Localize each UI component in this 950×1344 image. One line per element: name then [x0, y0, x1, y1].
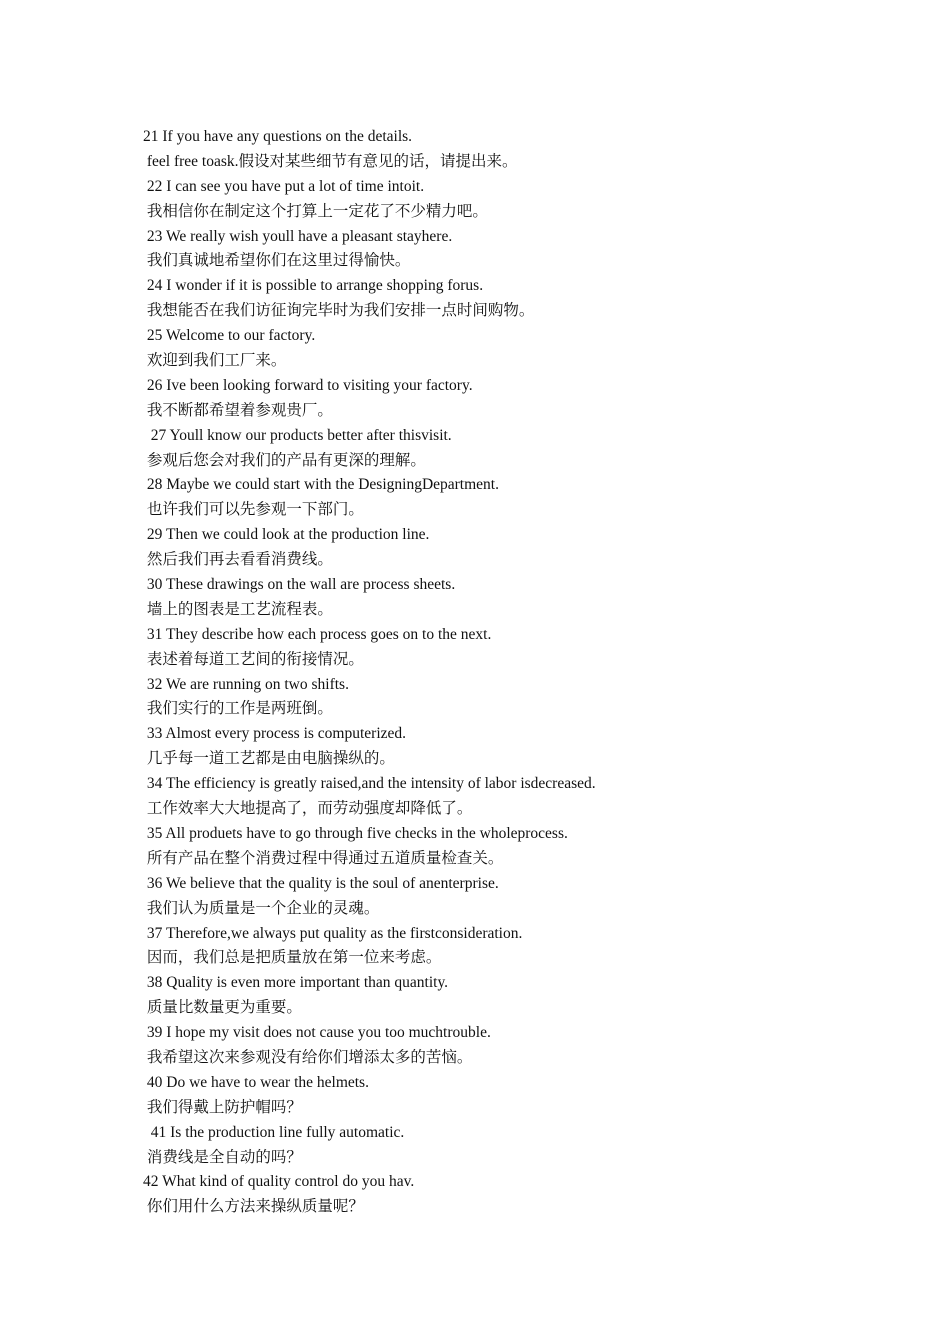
text-line: 质量比数量更为重要。 — [143, 999, 302, 1017]
text-line: 28 Maybe we could start with the DesigningDepartment. — [143, 476, 499, 494]
text-line: 消费线是全自动的吗？ — [143, 1148, 302, 1166]
text-line: 23 We really wish youll have a pleasant stayhere. — [143, 227, 453, 245]
text-line: 21 If you have any questions on the details. — [143, 128, 413, 145]
text-line: 也许我们可以先参观一下部门。 — [143, 501, 364, 519]
text-line: 42 What kind of quality control do you hav. — [143, 1173, 415, 1191]
text-line: 39 I hope my visit does not cause you too muchtrouble. — [143, 1024, 491, 1042]
text-line: 30 These drawings on the wall are process sheets. — [143, 576, 456, 594]
document-body — [143, 125, 843, 1220]
text-line: 24 I wonder if it is possible to arrange shopping forus. — [143, 277, 484, 295]
text-line: 35 All produets have to go through five checks in the wholeprocess. — [143, 824, 568, 842]
text-line: 我想能否在我们访征询完毕时为我们安排一点时间购物。 — [143, 302, 535, 320]
text-line: 表述着每道工艺间的衔接情况。 — [143, 650, 364, 668]
text-line: 墙上的图表是工艺流程表。 — [143, 600, 333, 618]
text-line: 我们得戴上防护帽吗？ — [143, 1098, 302, 1116]
text-line: 欢迎到我们工厂来。 — [143, 352, 287, 370]
text-line: 我们认为质量是一个企业的灵魂。 — [143, 899, 380, 917]
text-line: 因而，我们总是把质量放在第一位来考虑。 — [143, 949, 442, 967]
text-line: 26 Ive been looking forward to visiting your factory. — [143, 376, 473, 394]
text-line: 我不断都希望着参观贵厂。 — [143, 401, 333, 419]
text-line: 40 Do we have to wear the helmets. — [143, 1073, 369, 1091]
text-line: 我相信你在制定这个打算上一定花了不少精力吧。 — [143, 202, 488, 220]
text-line: 你们用什么方法来操纵质量呢？ — [143, 1198, 364, 1216]
text-line: 37 Therefore,we always put quality as the firstconsideration. — [143, 924, 523, 942]
text-line: 几乎每一道工艺都是由电脑操纵的。 — [143, 750, 395, 768]
text-line: 34 The efficiency is greatly raised,and the intensity of labor isdecreased. — [143, 775, 596, 793]
text-line: 36 We believe that the quality is the soul of anenterprise. — [143, 874, 499, 892]
text-line: 29 Then we could look at the production line. — [143, 526, 430, 544]
text-line: 我希望这次来参观没有给你们增添太多的苦恼。 — [143, 1048, 473, 1066]
text-line: feel free toask.假设对某些细节有意见的话，请提出来。 — [143, 152, 518, 170]
text-line: 27 Youll know our products better after thisvisit. — [143, 426, 452, 444]
text-line: 25 Welcome to our factory. — [143, 327, 316, 345]
text-line: 38 Quality is even more important than quantity. — [143, 974, 449, 992]
text-line: 41 Is the production line fully automatic. — [143, 1123, 405, 1141]
text-line: 32 We are running on two shifts. — [143, 675, 349, 693]
text-line: 我们实行的工作是两班倒。 — [143, 700, 333, 718]
text-line: 31 They describe how each process goes on to the next. — [143, 625, 492, 643]
text-line: 然后我们再去看看消费线。 — [143, 551, 333, 569]
text-line: 工作效率大大地提高了，而劳动强度却降低了。 — [143, 800, 473, 818]
text-line: 22 I can see you have put a lot of time intoit. — [143, 177, 425, 195]
text-line: 参观后您会对我们的产品有更深的理解。 — [143, 451, 426, 469]
text-line: 我们真诚地希望你们在这里过得愉快。 — [143, 252, 411, 270]
text-line: 所有产品在整个消费过程中得通过五道质量检查关。 — [143, 849, 504, 867]
text-line: 33 Almost every process is computerized. — [143, 725, 407, 743]
